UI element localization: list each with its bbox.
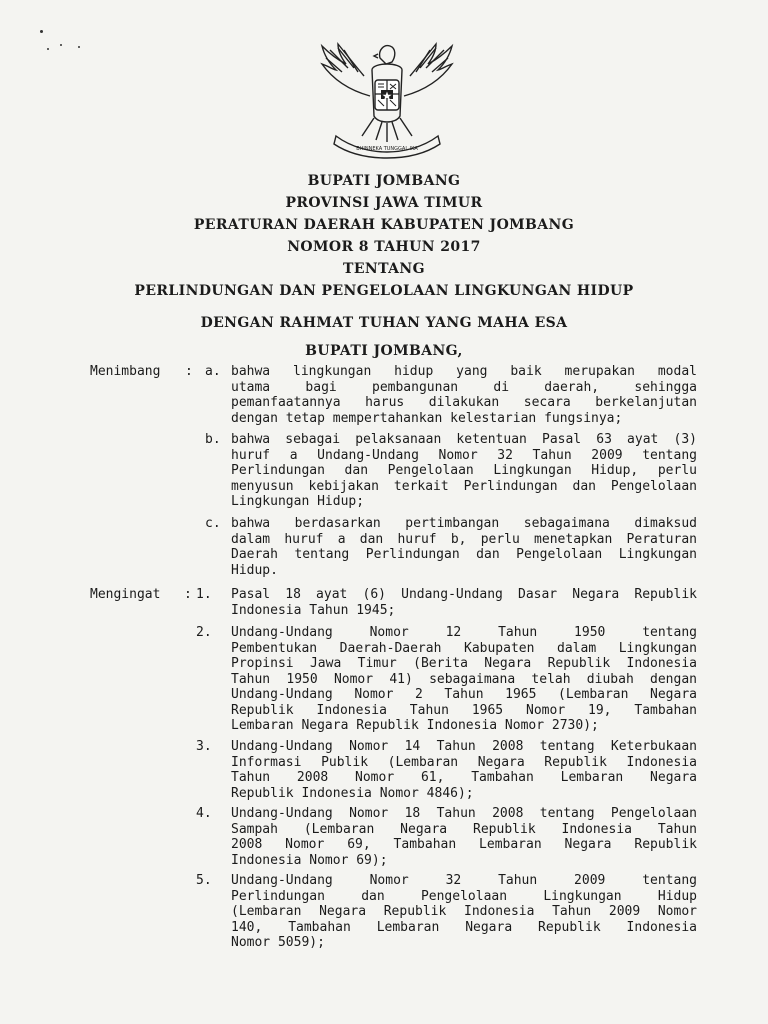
- text-line: Undang-Undang Nomor 32 Tahun 2009 tentang: [231, 873, 697, 888]
- text-line: Daerah tentang Perlindungan dan Pengelolaan Lingkungan: [231, 547, 697, 562]
- text-line: Propinsi Jawa Timur (Berita Negara Republik Indonesia: [231, 656, 697, 671]
- text-line: utama bagi pembangunan di daerah, sehingga: [231, 379, 697, 395]
- text-line: Undang-Undang Nomor 18 Tahun 2008 tentang Pengelolaan: [231, 806, 697, 821]
- mengingat-item-5: [231, 873, 697, 951]
- item-marker: 3.: [196, 739, 212, 754]
- item-marker: 4.: [196, 806, 212, 821]
- text-line: Tahun 2008 Nomor 61, Tambahan Lembaran Negara: [231, 770, 697, 785]
- menimbang-item-c: [231, 516, 697, 578]
- emblem-motto: BHINNEKA TUNGGAL IKA: [356, 146, 418, 152]
- menimbang-item-b: [231, 432, 697, 510]
- text-line: bahwa berdasarkan pertimbangan sebagaimana dimaksud: [231, 516, 697, 531]
- scan-speck: [78, 46, 80, 48]
- text-line: dengan tetap mempertahankan kelestarian fungsinya;: [231, 410, 623, 426]
- text-line: Pasal 18 ayat (6) Undang-Undang Dasar Negara Republik: [231, 587, 697, 602]
- text-line: Perlindungan dan Pengelolaan Lingkungan Hidup: [231, 888, 697, 904]
- header-regulation: PERATURAN DAERAH KABUPATEN JOMBANG: [193, 217, 575, 233]
- menimbang-separator: :: [185, 364, 193, 379]
- item-marker: b.: [205, 432, 221, 447]
- mengingat-item-2: [231, 625, 697, 734]
- scan-speck: [60, 44, 62, 46]
- header-invocation: DENGAN RAHMAT TUHAN YANG MAHA ESA: [200, 315, 568, 331]
- header-province: PROVINSI JAWA TIMUR: [285, 195, 483, 211]
- text-line: Hidup.: [231, 562, 278, 578]
- mengingat-separator: :: [184, 587, 192, 602]
- text-line: Republik Indonesia Nomor 4846);: [231, 785, 474, 801]
- mengingat-item-4: [231, 806, 697, 868]
- text-line: dalam huruf a dan huruf b, perlu menetapkan Peraturan: [231, 531, 697, 547]
- text-line: Sampah (Lembaran Negara Republik Indonesia Tahun: [231, 821, 697, 837]
- text-line: Indonesia Tahun 1945;: [231, 602, 396, 618]
- text-line: (Lembaran Negara Republik Indonesia Tahun 2009 Nomor: [231, 904, 697, 919]
- text-line: Lingkungan Hidup;: [231, 494, 365, 509]
- item-marker: c.: [205, 516, 221, 531]
- text-line: Pembentukan Daerah-Daerah Kabupaten dalam Lingkungan: [231, 640, 697, 656]
- text-line: Undang-Undang Nomor 2 Tahun 1965 (Lembaran Negara: [231, 687, 697, 702]
- text-line: Nomor 5059);: [231, 935, 325, 950]
- text-line: Indonesia Nomor 69);: [231, 852, 388, 868]
- menimbang-label: Menimbang: [90, 364, 161, 379]
- scan-speck: [47, 48, 49, 50]
- text-line: Undang-Undang Nomor 14 Tahun 2008 tentang Keterbukaan: [231, 739, 697, 754]
- text-line: Undang-Undang Nomor 12 Tahun 1950 tentang: [231, 625, 697, 640]
- garuda-pancasila-emblem-icon: [312, 36, 462, 160]
- mengingat-item-1: [231, 587, 697, 618]
- menimbang-item-a: [231, 364, 697, 426]
- header-regent: BUPATI JOMBANG: [307, 173, 461, 189]
- text-line: Republik Indonesia Tahun 1965 Nomor 19, Tambahan: [231, 702, 697, 718]
- text-line: bahwa lingkungan hidup yang baik merupakan modal: [231, 364, 697, 379]
- scan-speck: [40, 30, 43, 33]
- header-title: PERLINDUNGAN DAN PENGELOLAAN LINGKUNGAN HIDUP: [134, 283, 634, 299]
- text-line: pemanfaatannya harus dilakukan secara berkelanjutan: [231, 395, 697, 410]
- text-line: 2008 Nomor 69, Tambahan Lembaran Negara Republik: [231, 837, 697, 852]
- item-marker: a.: [205, 364, 221, 379]
- text-line: menyusun kebijakan terkait Perlindungan dan Pengelolaan: [231, 478, 697, 494]
- text-line: Tahun 1950 Nomor 41) sebagaimana telah diubah dengan: [231, 671, 697, 687]
- item-marker: 2.: [196, 625, 212, 640]
- item-marker: 1.: [196, 587, 212, 602]
- mengingat-item-3: [231, 739, 697, 801]
- header-regent-comma: BUPATI JOMBANG,: [305, 343, 463, 359]
- text-line: Perlindungan dan Pengelolaan Lingkungan Hidup, perlu: [231, 463, 697, 478]
- text-line: bahwa sebagai pelaksanaan ketentuan Pasal 63 ayat (3): [231, 432, 697, 447]
- text-line: huruf a Undang-Undang Nomor 32 Tahun 2009 tentang: [231, 447, 697, 463]
- header-number: NOMOR 8 TAHUN 2017: [287, 239, 481, 255]
- text-line: Informasi Publik (Lembaran Negara Republik Indonesia: [231, 754, 697, 770]
- mengingat-label: Mengingat: [90, 587, 161, 602]
- item-marker: 5.: [196, 873, 212, 888]
- text-line: Lembaran Negara Republik Indonesia Nomor 2730);: [231, 718, 599, 733]
- text-line: 140, Tambahan Lembaran Negara Republik Indonesia: [231, 919, 697, 935]
- header-about: TENTANG: [343, 261, 425, 277]
